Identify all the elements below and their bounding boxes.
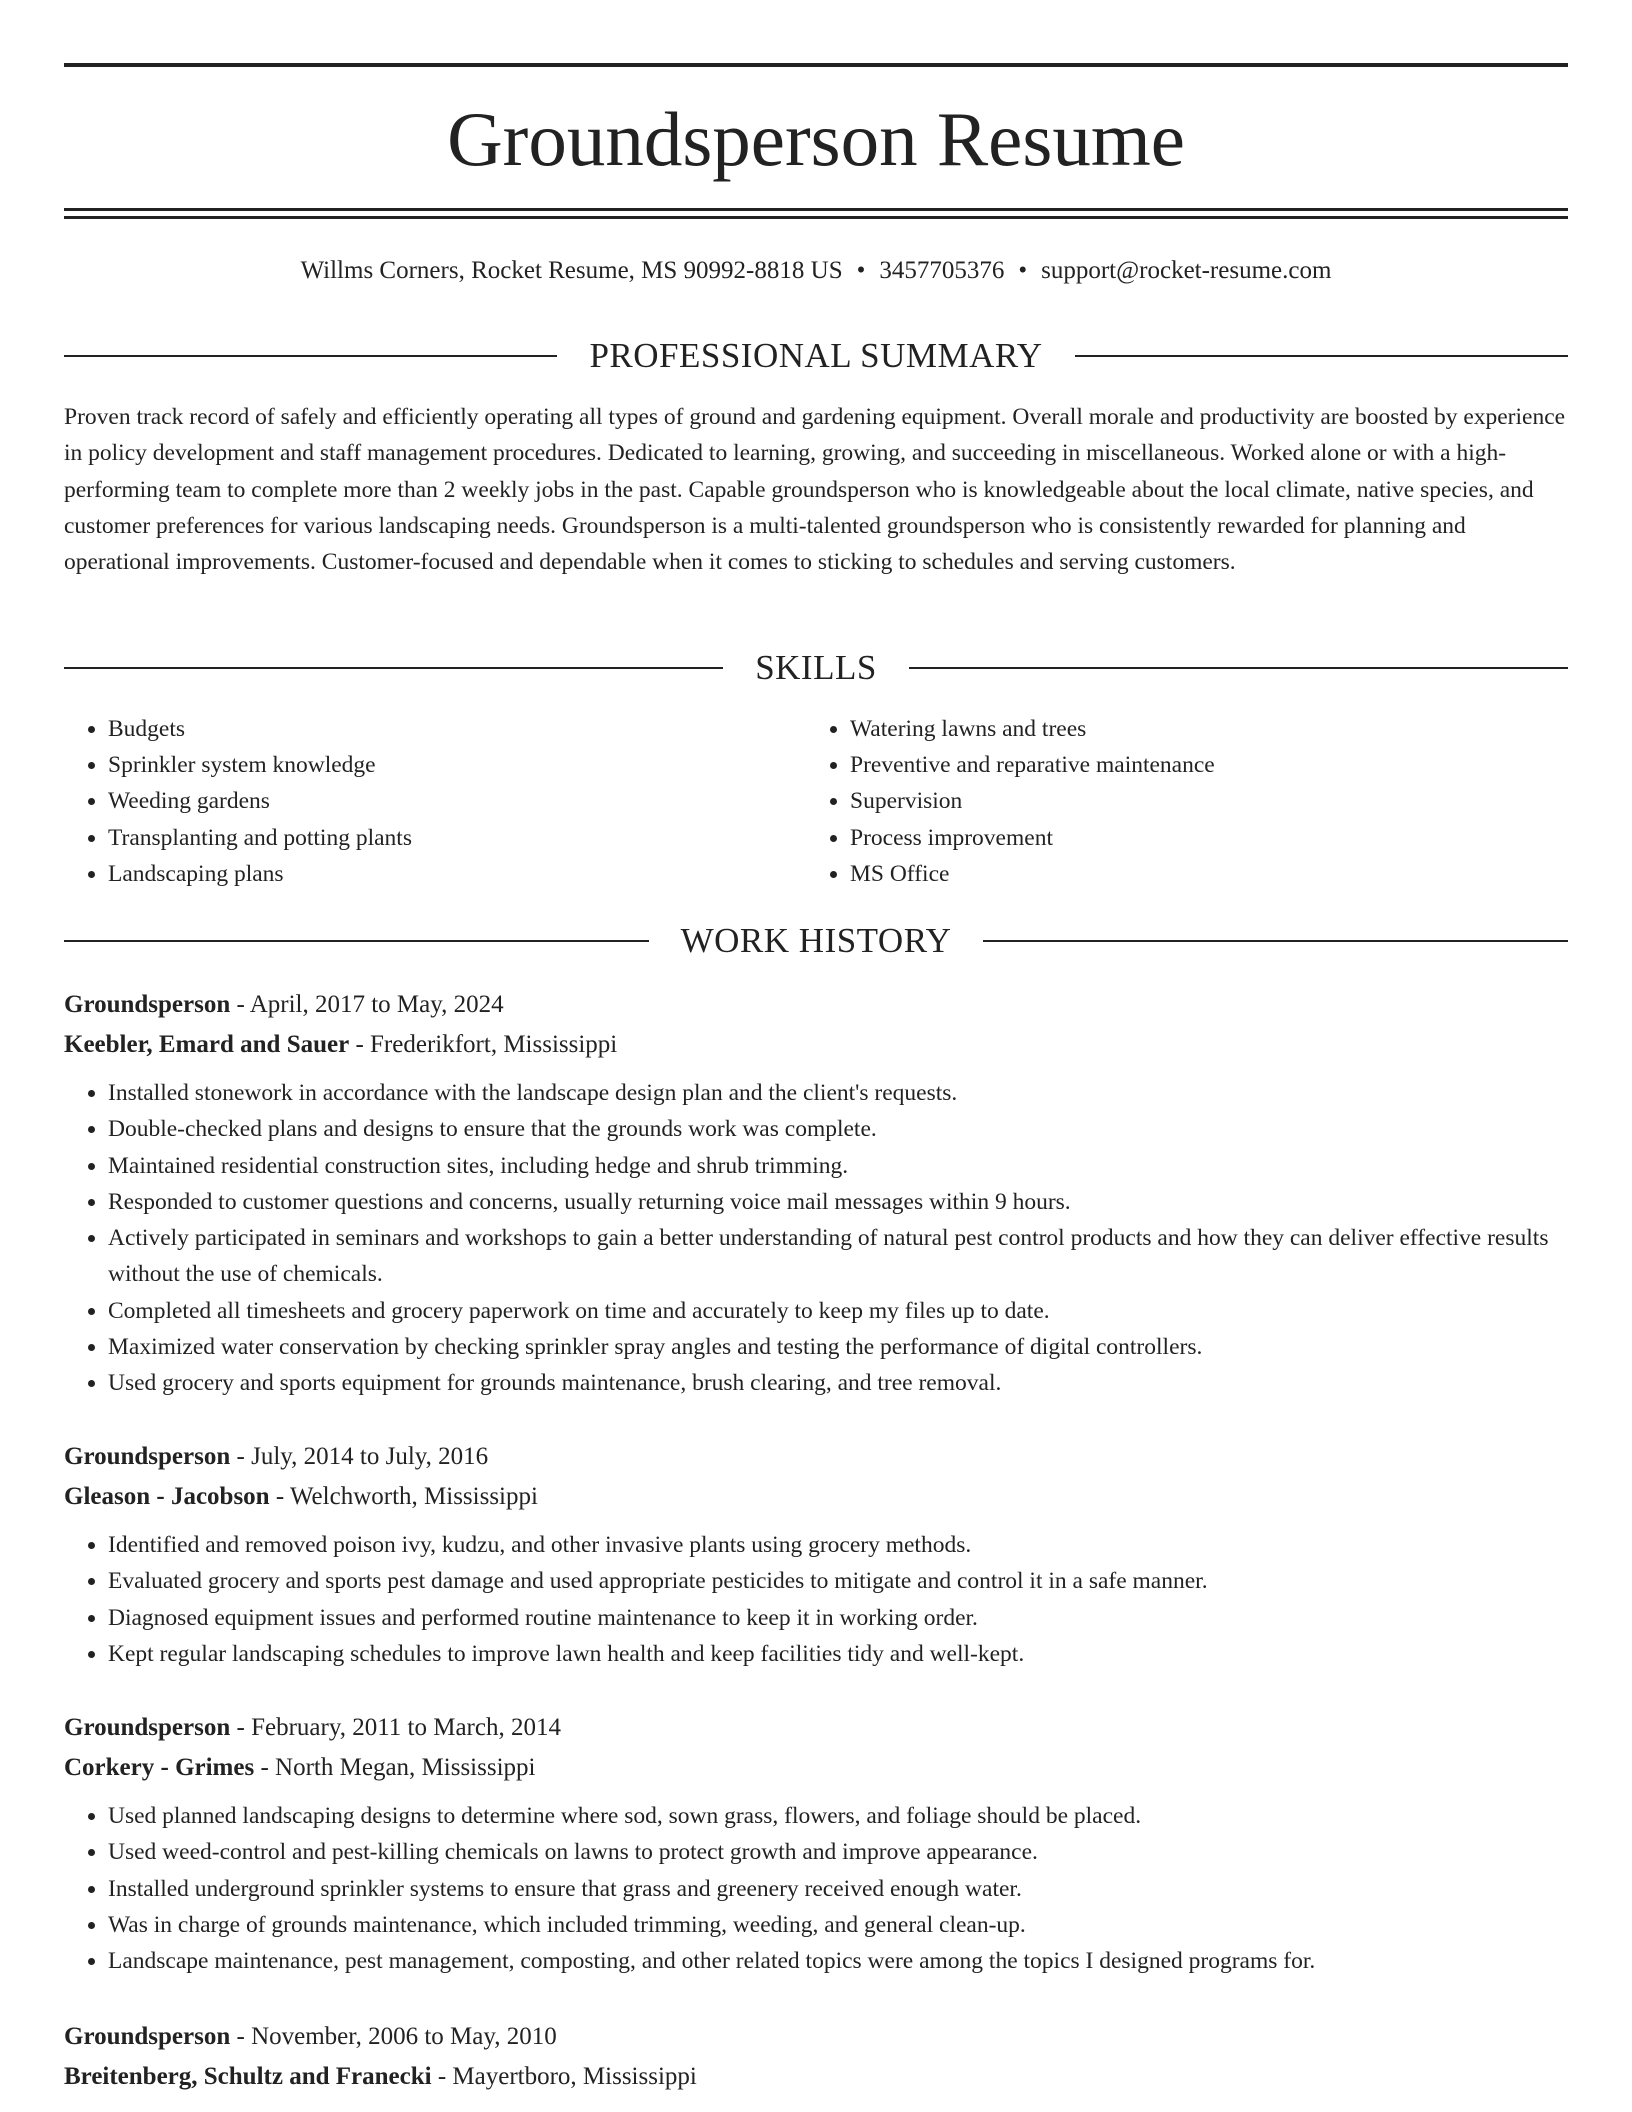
work-section-heading bbox=[64, 919, 1568, 963]
divider bbox=[64, 667, 723, 669]
contact-phone: 3457705376 bbox=[879, 257, 1005, 284]
header-bottom-rule-second bbox=[64, 216, 1568, 219]
job-entry bbox=[64, 1708, 1568, 1979]
job-title: Groundsperson bbox=[64, 1714, 231, 1741]
header-bottom-rule bbox=[64, 208, 1568, 211]
job-dates: - November, 2006 to May, 2010 bbox=[230, 2023, 557, 2050]
list-item: • Double-checked plans and designs to ensure that the grounds work was complete. bbox=[108, 1111, 1568, 1147]
divider bbox=[983, 940, 1568, 942]
skill-item: • Transplanting and potting plants bbox=[108, 820, 412, 856]
contact-email: support@rocket-resume.com bbox=[1041, 257, 1332, 284]
job-title: Groundsperson bbox=[64, 991, 231, 1018]
job-company: Corkery - Grimes bbox=[64, 1754, 255, 1781]
job-entry bbox=[64, 1437, 1568, 1672]
header-top-rule bbox=[64, 63, 1568, 67]
skills-list-left bbox=[64, 711, 412, 892]
skill-item: • Watering lawns and trees bbox=[850, 711, 1215, 747]
skills-heading: SKILLS bbox=[755, 648, 877, 687]
job-company-line bbox=[64, 1025, 1568, 1065]
skill-item: • Budgets bbox=[108, 711, 412, 747]
list-item: • Identified and removed poison ivy, kudzu, and other invasive plants using grocery methods. bbox=[108, 1527, 1568, 1563]
list-item: • Used grocery and sports equipment for grounds maintenance, brush clearing, and tree removal. bbox=[108, 1365, 1568, 1401]
list-item: • Installed stonework in accordance with the landscape design plan and the client's requests. bbox=[108, 1075, 1568, 1111]
job-company-line bbox=[64, 1477, 1568, 1517]
contact-separator: • bbox=[1018, 257, 1028, 284]
job-entry bbox=[64, 985, 1568, 1402]
list-item: • Landscape maintenance, pest management, composting, and other related topics were among the topics I designed programs for. bbox=[108, 1943, 1568, 1979]
job-dates: - April, 2017 to May, 2024 bbox=[230, 991, 504, 1018]
list-item: • Completed all timesheets and grocery paperwork on time and accurately to keep my files up to date. bbox=[108, 1293, 1568, 1329]
list-item: • Evaluated grocery and sports pest damage and used appropriate pesticides to mitigate and control it in a safe manner. bbox=[108, 1563, 1568, 1599]
job-dates: - February, 2011 to March, 2014 bbox=[230, 1714, 561, 1741]
summary-section-heading bbox=[64, 334, 1568, 378]
job-company: Breitenberg, Schultz and Franecki bbox=[64, 2063, 432, 2090]
job-title-line bbox=[64, 985, 1568, 1025]
job-title: Groundsperson bbox=[64, 2023, 231, 2050]
list-item: • Maximized water conservation by checking sprinkler spray angles and testing the performance of digital controllers. bbox=[108, 1329, 1568, 1365]
job-dates: - July, 2014 to July, 2016 bbox=[230, 1443, 489, 1470]
divider bbox=[64, 355, 557, 357]
list-item: • Actively participated in seminars and workshops to gain a better understanding of natural pest control products and how they can deliver effective results without the use of chemicals. bbox=[108, 1220, 1568, 1293]
divider bbox=[64, 940, 649, 942]
skill-item: • Weeding gardens bbox=[108, 783, 412, 819]
skill-item: • Landscaping plans bbox=[108, 856, 412, 892]
list-item: • Used planned landscaping designs to determine where sod, sown grass, flowers, and foliage should be placed. bbox=[108, 1798, 1568, 1834]
job-company: Keebler, Emard and Sauer bbox=[64, 1031, 350, 1058]
job-location: - Mayertboro, Mississippi bbox=[431, 2063, 697, 2090]
job-location: - North Megan, Mississippi bbox=[254, 1754, 536, 1781]
job-title: Groundsperson bbox=[64, 1443, 231, 1470]
skill-item: • Sprinkler system knowledge bbox=[108, 747, 412, 783]
job-location: - Frederikfort, Mississippi bbox=[349, 1031, 618, 1058]
job-entry bbox=[64, 2017, 1568, 2097]
contact-address: Willms Corners, Rocket Resume, MS 90992-8818 US bbox=[300, 257, 843, 284]
job-bullets bbox=[64, 1527, 1568, 1672]
skill-item: • MS Office bbox=[850, 856, 1215, 892]
job-bullets bbox=[64, 1075, 1568, 1402]
list-item: • Maintained residential construction sites, including hedge and shrub trimming. bbox=[108, 1148, 1568, 1184]
job-company-line bbox=[64, 1748, 1568, 1788]
job-location: - Welchworth, Mississippi bbox=[269, 1483, 538, 1510]
list-item: • Was in charge of grounds maintenance, which included trimming, weeding, and general clean-up. bbox=[108, 1907, 1568, 1943]
job-title-line bbox=[64, 1437, 1568, 1477]
contact-separator: • bbox=[856, 257, 866, 284]
page-title: Groundsperson Resume bbox=[447, 96, 1185, 182]
list-item: • Responded to customer questions and concerns, usually returning voice mail messages within 9 hours. bbox=[108, 1184, 1568, 1220]
list-item: • Installed underground sprinkler systems to ensure that grass and greenery received enough water. bbox=[108, 1871, 1568, 1907]
list-item: • Used weed-control and pest-killing chemicals on lawns to protect growth and improve appearance. bbox=[108, 1834, 1568, 1870]
skill-item: • Supervision bbox=[850, 783, 1215, 819]
list-item: • Diagnosed equipment issues and performed routine maintenance to keep it in working order. bbox=[108, 1600, 1568, 1636]
contact-line bbox=[64, 253, 1568, 289]
skills-section-heading bbox=[64, 646, 1568, 690]
divider bbox=[1075, 355, 1568, 357]
skills-list-right bbox=[806, 711, 1215, 892]
summary-heading: PROFESSIONAL SUMMARY bbox=[589, 336, 1043, 375]
job-title-line bbox=[64, 2017, 1568, 2057]
skill-item: • Process improvement bbox=[850, 820, 1215, 856]
summary-text: Proven track record of safely and efficiently operating all types of ground and gardening equipment. Overall morale and productivity are boosted by experience in policy development and staff management procedures. Dedicated to learning, growing, and succeeding in miscellaneous. Worked alone or with a high-performing team to complete more than 2 weekly jobs in the past. Capable groundsperson who is knowledgeable about the local climate, native species, and customer preferences for various landscaping needs. Groundsperson is a multi-talented groundsperson who is consistently rewarded for planning and operational improvements. Customer-focused and dependable when it comes to sticking to schedules and serving customers. bbox=[64, 404, 1566, 576]
list-item: • Kept regular landscaping schedules to improve lawn health and keep facilities tidy and well-kept. bbox=[108, 1636, 1568, 1672]
job-company-line bbox=[64, 2057, 1568, 2097]
job-company: Gleason - Jacobson bbox=[64, 1483, 270, 1510]
job-bullets bbox=[64, 1798, 1568, 1979]
work-heading: WORK HISTORY bbox=[680, 921, 952, 960]
skill-item: • Preventive and reparative maintenance bbox=[850, 747, 1215, 783]
divider bbox=[909, 667, 1568, 669]
job-title-line bbox=[64, 1708, 1568, 1748]
